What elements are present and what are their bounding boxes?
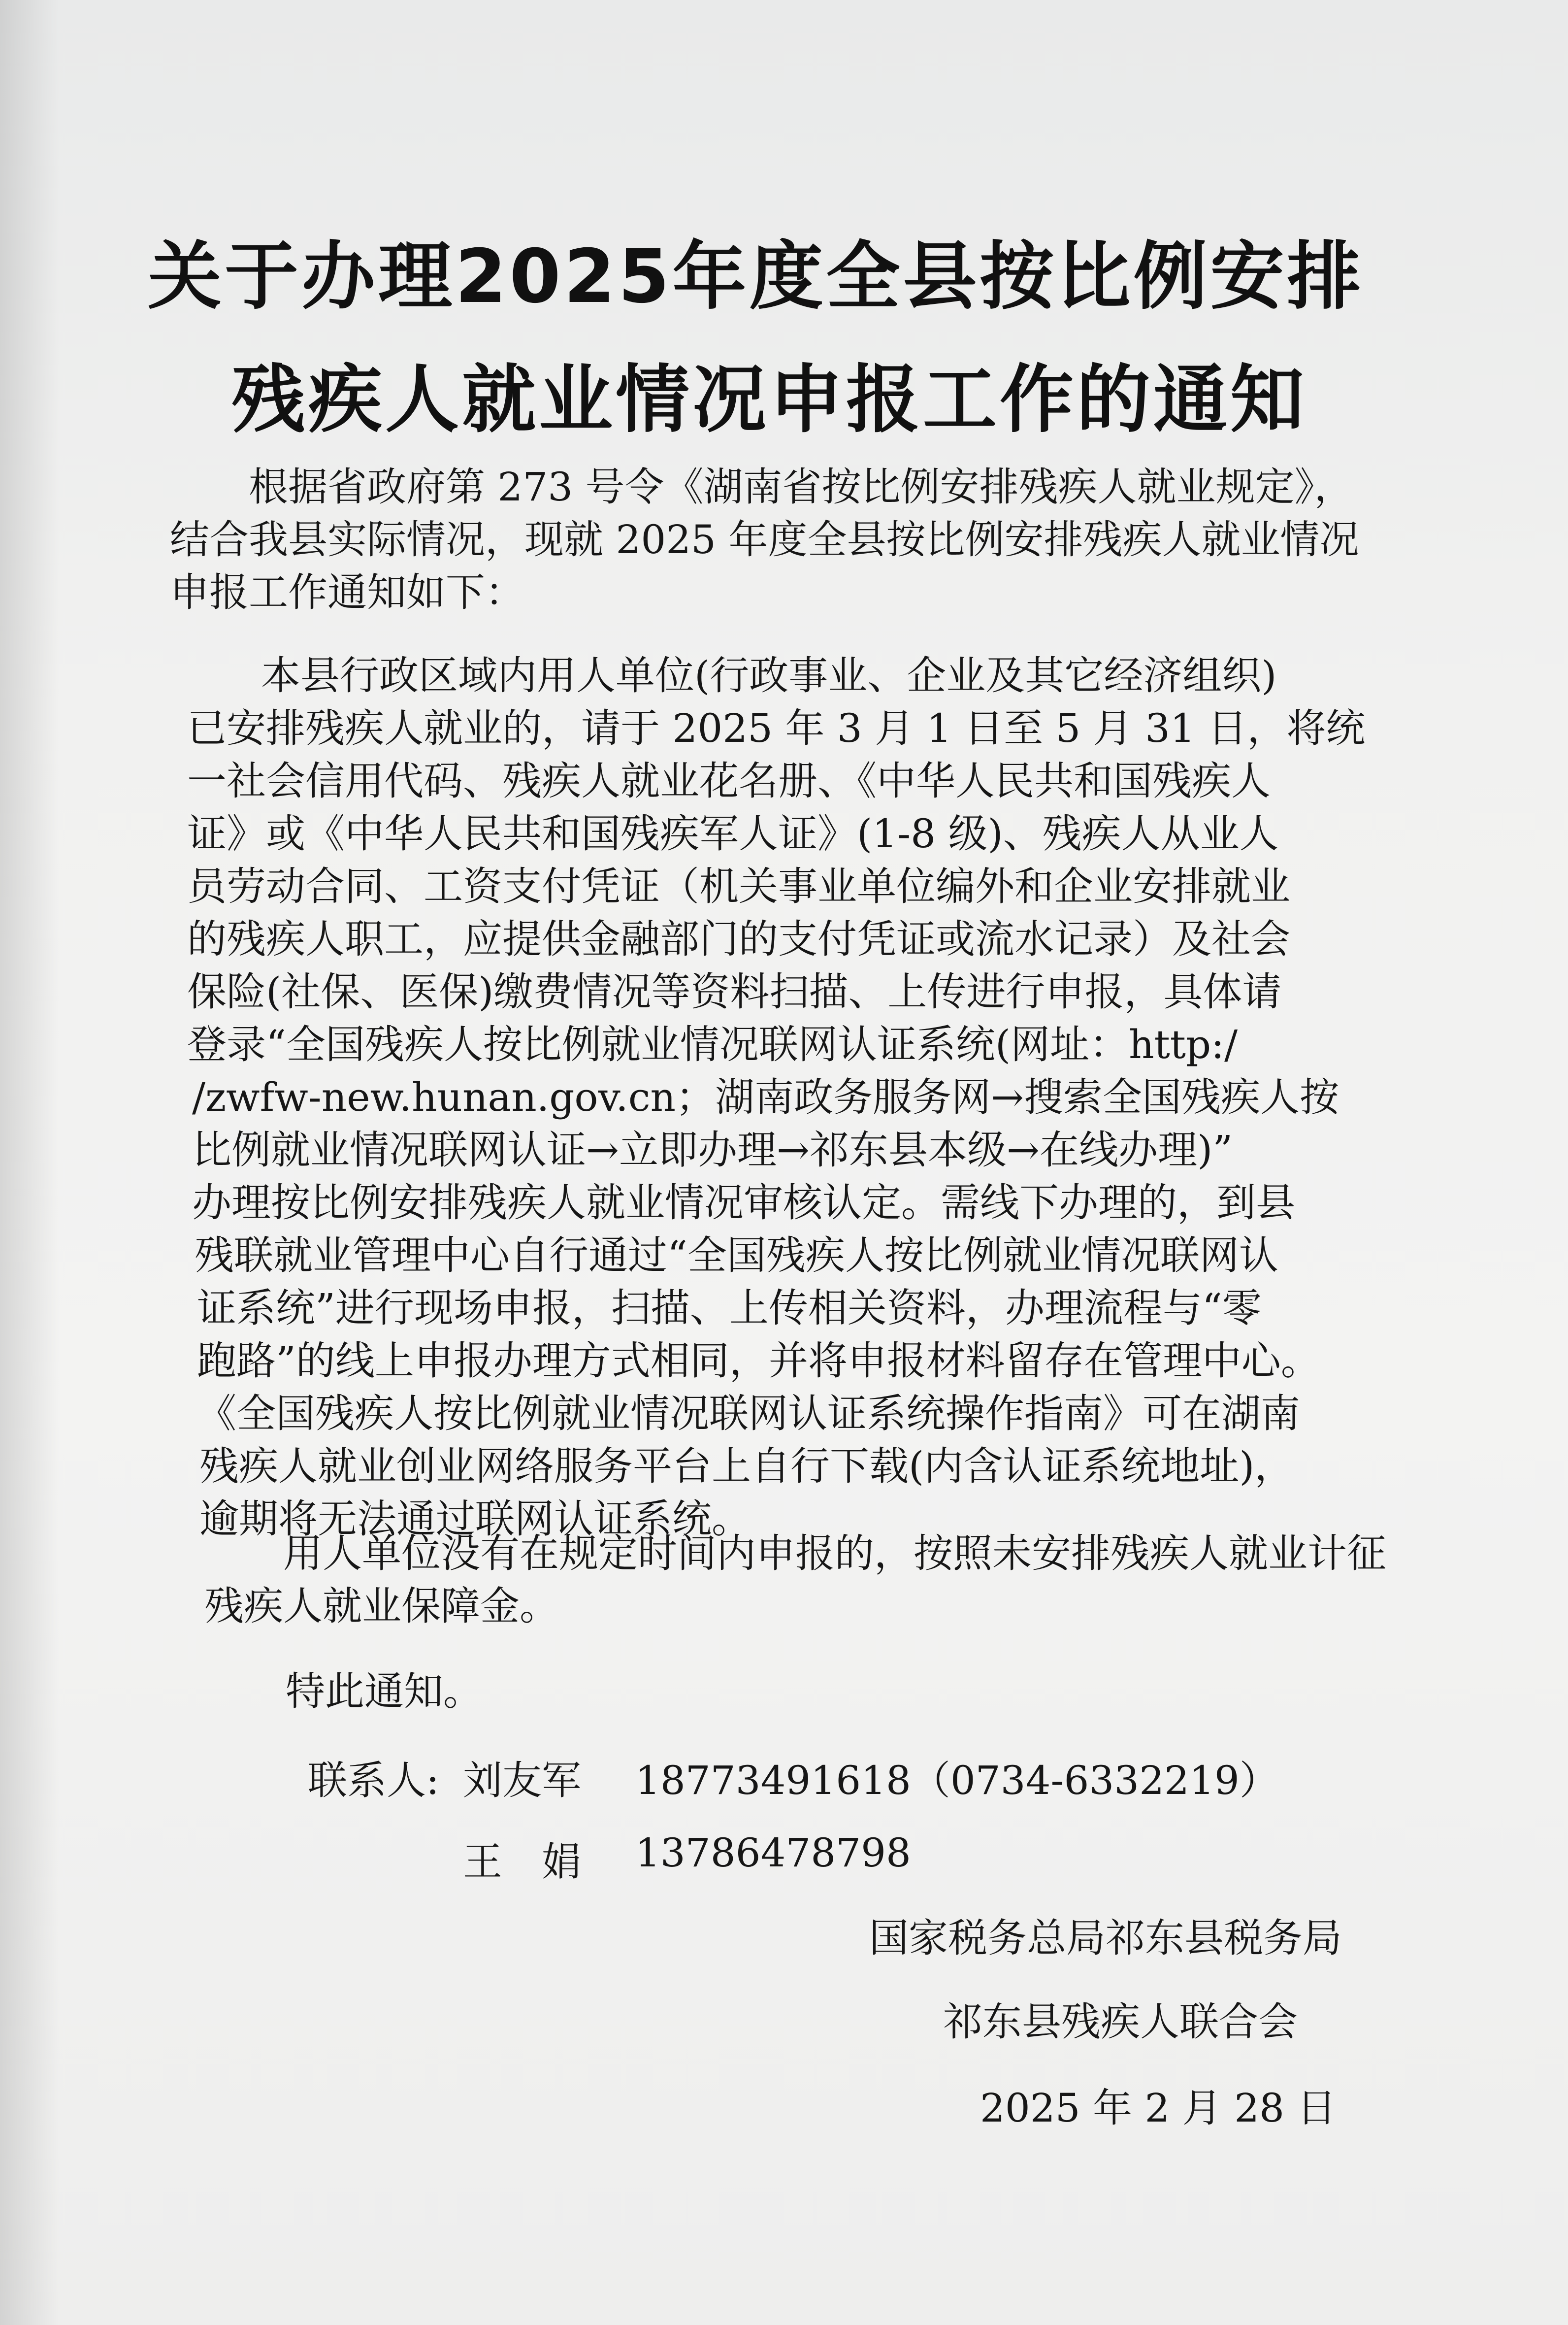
paragraph-2-line: 一社会信用代码、残疾人就业花名册、《中华人民共和国残疾人 [187, 758, 1271, 804]
contact-1-phone: 18773491618（0734-6332219） [635, 1758, 1279, 1803]
paragraph-2-line: 办理按比例安排残疾人就业情况审核认定。需线下办理的，到县 [192, 1180, 1295, 1226]
contact-1-name: 刘友军 [463, 1758, 581, 1803]
paragraph-2-line: 证系统”进行现场申报，扫描、上传相关资料，办理流程与“零 [197, 1285, 1262, 1331]
paragraph-2-line: 本县行政区域内用人单位(行政事业、企业及其它经济组织) [261, 653, 1277, 698]
paragraph-2-line: 员劳动合同、工资支付凭证（机关事业单位编外和企业安排就业 [187, 864, 1290, 909]
signature-date: 2025 年 2 月 28 日 [980, 2085, 1337, 2131]
paragraph-2-line: 残联就业管理中心自行通过“全国残疾人按比例就业情况联网认 [195, 1232, 1278, 1278]
paragraph-2-line: 跑路”的线上申报办理方式相同，并将申报材料留存在管理中心。 [197, 1338, 1320, 1384]
page-shadow [0, 0, 59, 2325]
paragraph-3-line-1: 用人单位没有在规定时间内申报的，按照未安排残疾人就业计征 [283, 1530, 1386, 1576]
signature-org-tax-bureau: 国家税务总局祁东县税务局 [869, 1915, 1342, 1961]
paragraph-2-line: 残疾人就业创业网络服务平台上自行下载(内含认证系统地址)， [199, 1443, 1294, 1489]
paragraph-2-line: /zwfw-new.hunan.gov.cn；湖南政务服务网→搜索全国残疾人按 [192, 1074, 1339, 1120]
contact-2-name: 王 娟 [463, 1839, 581, 1885]
paragraph-3-line-2: 残疾人就业保障金。 [204, 1583, 559, 1629]
notice-title-line-1: 关于办理2025年度全县按比例安排 [148, 234, 1364, 320]
signature-org-disabled-federation: 祁东县残疾人联合会 [943, 1999, 1298, 2045]
notice-title-line-2: 残疾人就业情况申报工作的通知 [231, 357, 1307, 443]
paragraph-2-line: 《全国残疾人按比例就业情况联网认证系统操作指南》可在湖南 [197, 1391, 1300, 1436]
paragraph-2-line: 比例就业情况联网认证→立即办理→祁东县本级→在线办理)” [192, 1127, 1233, 1173]
paragraph-1-line-3: 申报工作通知如下： [170, 569, 524, 615]
paragraph-2-line: 已安排残疾人就业的，请于 2025 年 3 月 1 日至 5 月 31 日，将统 [187, 705, 1366, 751]
contact-label: 联系人: [308, 1758, 439, 1803]
closing-remark: 特此通知。 [286, 1668, 483, 1714]
contact-2-phone: 13786478798 [635, 1830, 911, 1876]
paragraph-2-line: 证》或《中华人民共和国残疾军人证》(1-8 级)、残疾人从业人 [187, 811, 1279, 857]
paragraph-2-line: 逾期将无法通过联网认证系统。 [199, 1496, 751, 1542]
paragraph-2-line: 登录“全国残疾人按比例就业情况联网认证系统(网址：http:/ [187, 1022, 1238, 1067]
paragraph-1-line-1: 根据省政府第 273 号令《湖南省按比例安排残疾人就业规定》， [249, 464, 1354, 510]
paragraph-2-line: 保险(社保、医保)缴费情况等资料扫描、上传进行申报，具体请 [187, 969, 1282, 1015]
paragraph-1-line-2: 结合我县实际情况，现就 2025 年度全县按比例安排残疾人就业情况 [170, 517, 1359, 563]
paragraph-2-line: 的残疾人职工，应提供金融部门的支付凭证或流水记录）及社会 [187, 916, 1290, 962]
